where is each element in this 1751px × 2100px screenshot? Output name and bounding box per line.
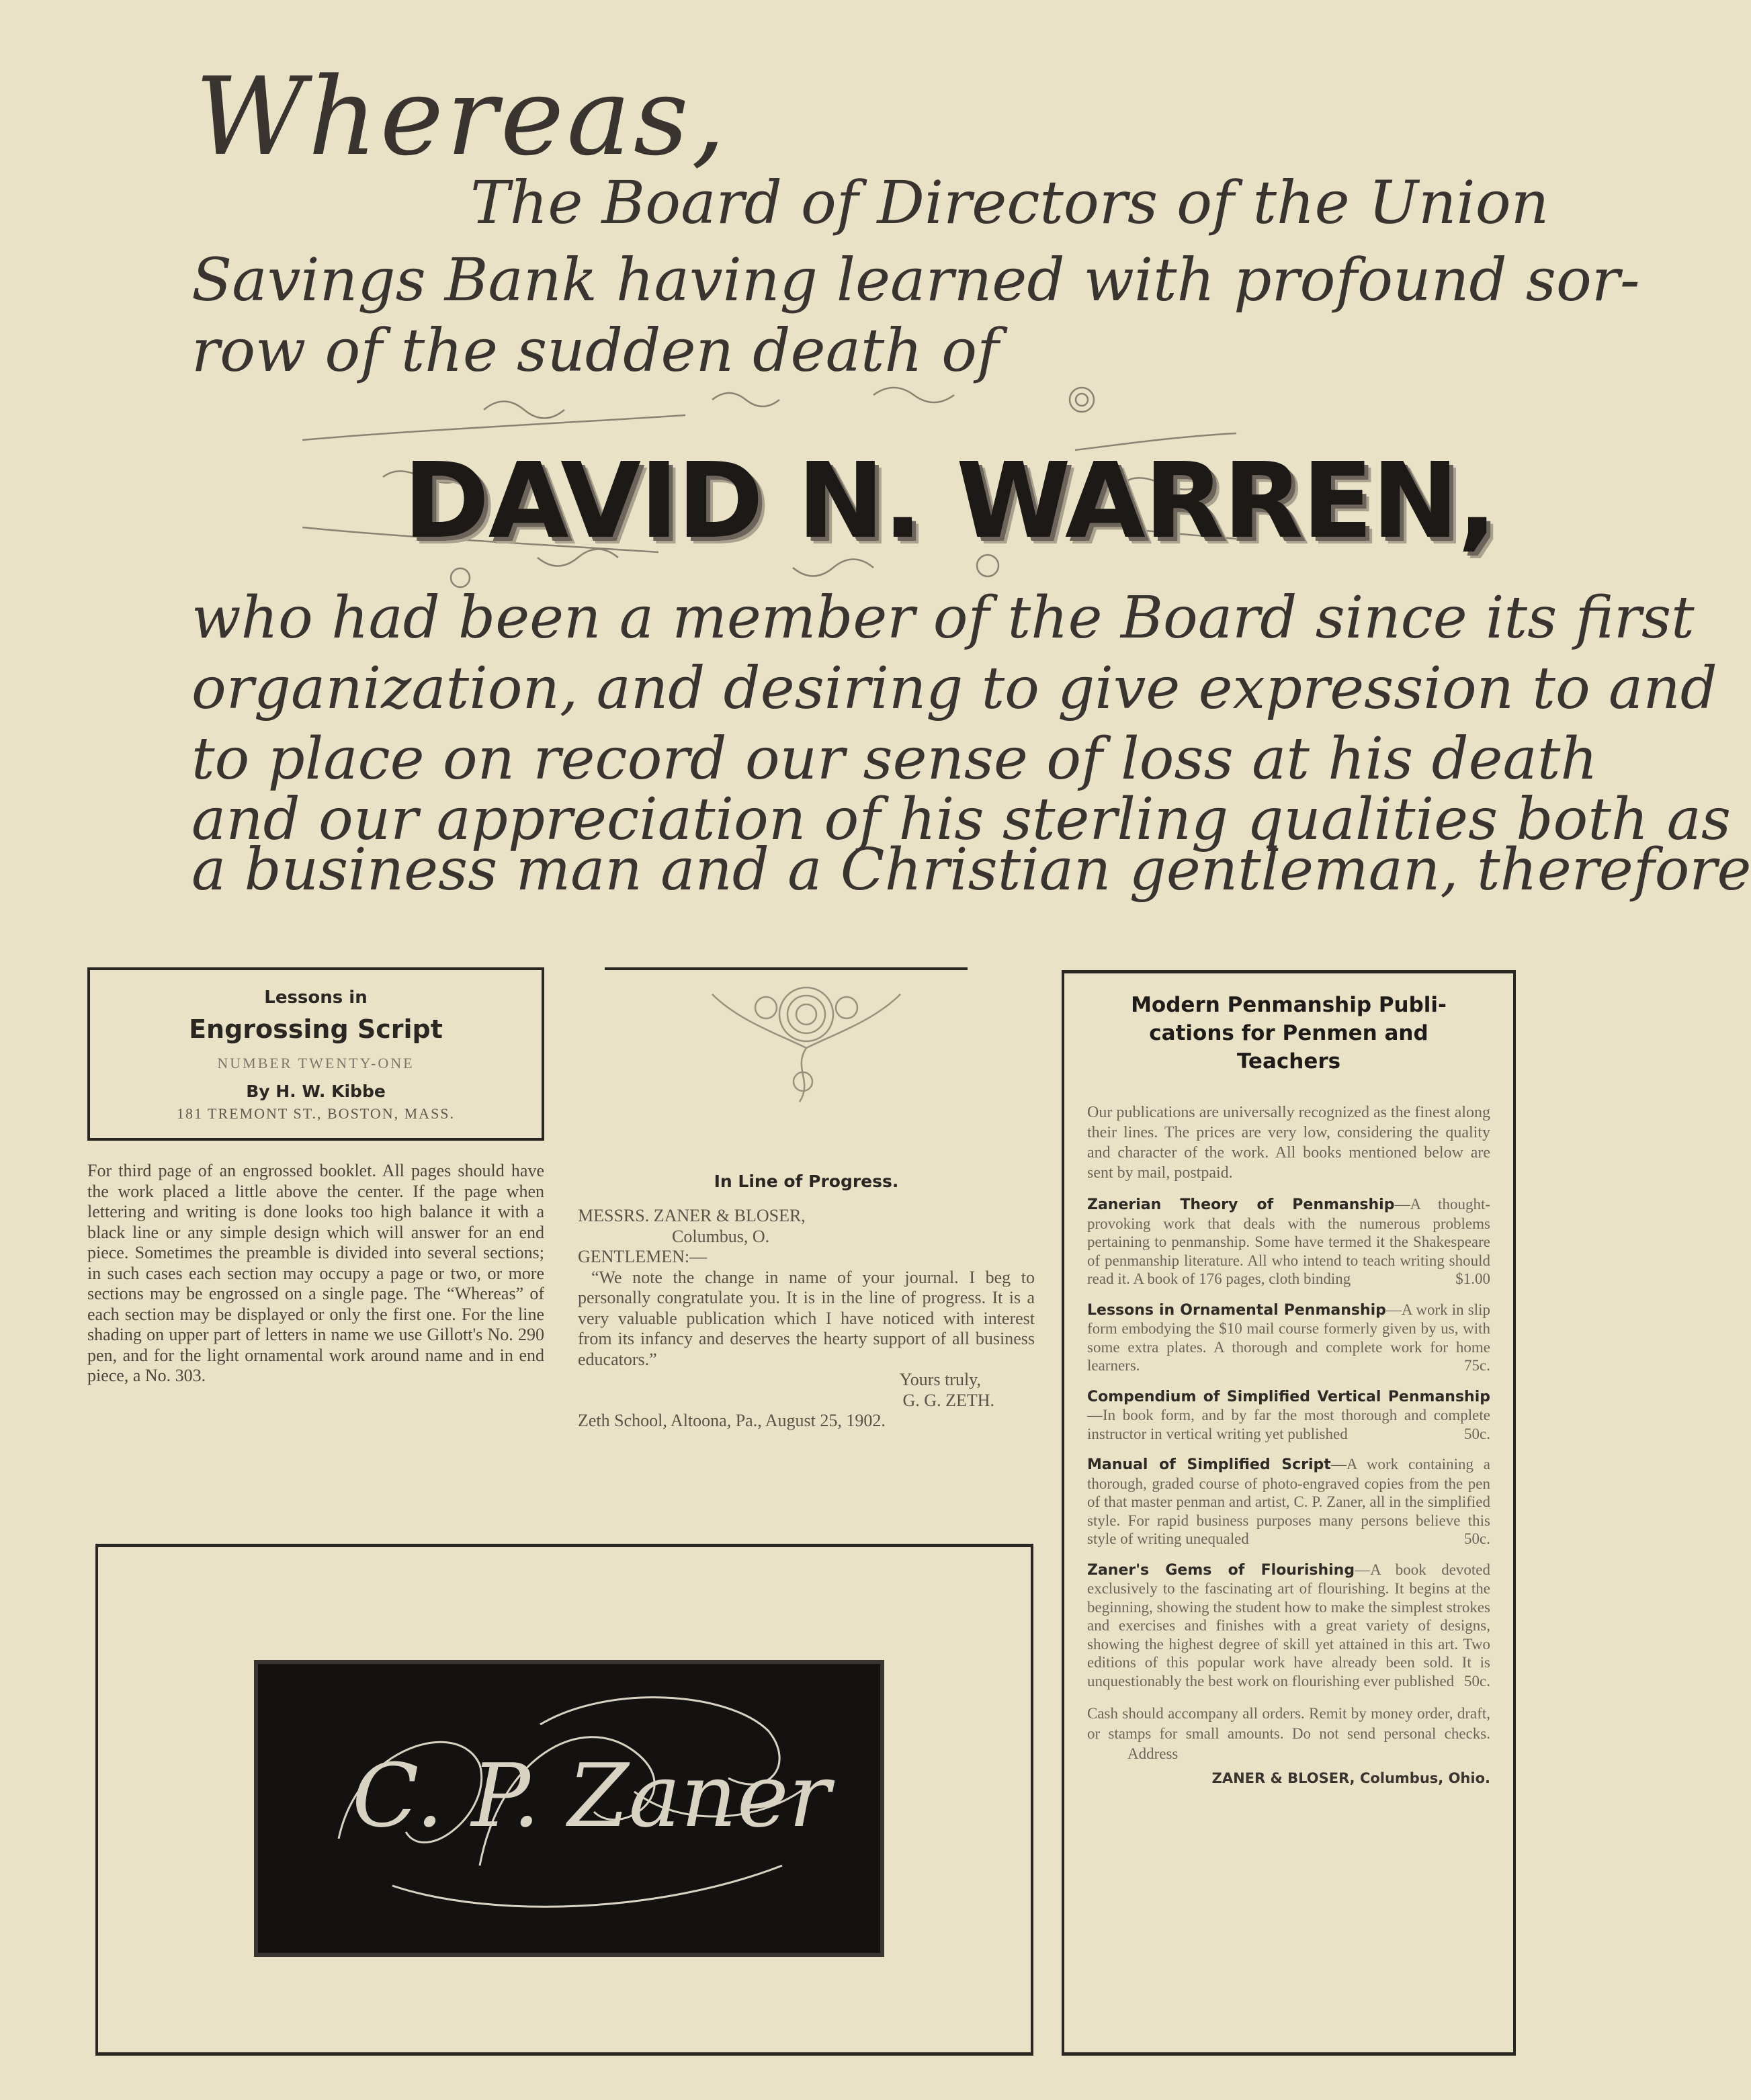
publication-entry <box>1087 1195 1490 1288</box>
resolution-para-line-4: and our appreciation of his sterling qualities both as <box>191 786 1732 853</box>
deceased-name: DAVID N. WARREN, <box>403 440 1496 562</box>
publication-price: 50c. <box>1464 1425 1490 1442</box>
lesson-kicker: Lessons in <box>264 988 368 1008</box>
top-rule <box>605 967 968 970</box>
publications-title-line: Modern Penmanship Publi- <box>1131 993 1447 1017</box>
letter-city: Columbus, O. <box>672 1226 770 1246</box>
publication-price: 50c. <box>1464 1530 1490 1547</box>
publication-entry <box>1087 1301 1490 1375</box>
order-instructions: Cash should accompany all orders. Remit by money order, draft, or stamps for small amounts. Do not send personal checks. <box>1087 1705 1490 1742</box>
letter-salutation: GENTLEMEN:— <box>578 1247 708 1266</box>
publication-price: 75c. <box>1464 1357 1490 1374</box>
publication-name: Lessons in Ornamental Penmanship <box>1087 1301 1386 1319</box>
ornament-end-piece <box>578 974 1035 1108</box>
publications-title-line: cations for Penmen and <box>1149 1021 1428 1045</box>
progress-title: In Line of Progress. <box>714 1172 899 1191</box>
publication-description: —In book form, and by far the most thorough and complete instructor in vertical writing yet published <box>1087 1407 1490 1442</box>
publication-price: $1.00 <box>1455 1270 1490 1287</box>
resolution-line-1: The Board of Directors of the Union <box>470 168 1549 237</box>
publication-entry <box>1087 1561 1490 1691</box>
lesson-column <box>87 967 544 1387</box>
lesson-title: Engrossing Script <box>189 1014 443 1044</box>
publication-description: —A work in slip form embodying the $10 mail course formerly given by us, with some extra plates. A thorough and complete work for home learners. <box>1087 1301 1490 1374</box>
signature-plate <box>254 1660 884 1957</box>
lesson-author-address: 181 TREMONT ST., BOSTON, MASS. <box>176 1105 456 1122</box>
resolution-para-line-3: to place on record our sense of loss at his death <box>191 726 1598 793</box>
letter-closing: Yours truly, <box>899 1370 981 1389</box>
lesson-header-box <box>87 967 544 1141</box>
resolution-line-2: Savings Bank having learned with profound sor- <box>191 245 1640 314</box>
letter-footer: Zeth School, Altoona, Pa., August 25, 1902. <box>578 1411 886 1430</box>
publication-name: Zaner's Gems of Flourishing <box>1087 1561 1355 1579</box>
progress-letter <box>578 1206 1035 1432</box>
letter-addressee: MESSRS. ZANER & BLOSER, <box>578 1206 806 1225</box>
publication-description: —A book devoted exclusively to the fascinating art of flourishing. It begins at the beginning, showing the student how to make the simplest strokes and exercises and finishes with a great variety of designs, showing the highest degree of skill yet attained in this art. Two editions of this popular work have already been sold. It is unquestionably the best work on flourishing ever published <box>1087 1561 1490 1690</box>
resolution-para-line-5: a business man and a Christian gentleman, therefore <box>191 836 1751 904</box>
letter-signature: G. G. ZETH. <box>902 1390 994 1410</box>
publications-title <box>1087 991 1490 1076</box>
address-label: Address <box>1127 1745 1179 1762</box>
resolution-line-3: row of the sudden death of <box>191 316 999 385</box>
publication-name: Manual of Simplified Script <box>1087 1456 1331 1473</box>
publication-description: —A work containing a thorough, graded course of photo-engraved copies from the pen of that master penman and artist, C. P. Zaner, all in the simplified style. For rapid business purposes many persons believe this style of writing unequaled <box>1087 1456 1490 1547</box>
publication-name: Compendium of Simplified Vertical Penmanship <box>1087 1388 1490 1405</box>
whereas-heading: Whereas, <box>195 54 728 179</box>
publication-description: —A thought-provoking work that deals with the numerous problems pertaining to penmanship. Some have termed it the Shakespeare of penmanship literature. All who intend to teach writing should read it. A book of 176 pages, cloth binding <box>1087 1196 1490 1287</box>
lesson-body: For third page of an engrossed booklet. All pages should have the work placed a little above the center. If the page when lettering and writing is done looks too high balance it with a black line or any simple design which will answer for an end piece. Sometimes the preamble is divided into several sections; in such cases each section may occupy a page or two, or more sections may be engrossed on a single page. The “Whereas” of each section may be displayed or only the first one. For the line shading on upper part of letters in name we use Gillott's No. 290 pen, and for the light ornamental work around name and in end piece, a No. 303. <box>87 1161 544 1385</box>
signature-text: C. P. Zaner <box>352 1745 830 1847</box>
publisher-address: ZANER & BLOSER, Columbus, Ohio. <box>1211 1770 1490 1786</box>
publications-title-line: Teachers <box>1236 1049 1341 1074</box>
publication-entry <box>1087 1387 1490 1444</box>
publication-name: Zanerian Theory of Penmanship <box>1087 1196 1395 1213</box>
publications-closing <box>1087 1704 1490 1788</box>
lesson-author: By H. W. Kibbe <box>246 1082 386 1101</box>
signature-frame <box>95 1544 1033 2056</box>
publication-entry <box>1087 1455 1490 1548</box>
publication-price: 50c. <box>1464 1672 1490 1690</box>
resolution-para-line-1: who had been a member of the Board since its first <box>191 584 1695 652</box>
publications-box <box>1062 970 1516 2056</box>
publications-intro: Our publications are universally recognized as the finest along their lines. The prices are very low, considering the quality and character of the work. All books mentioned below are sent by mail, postpaid. <box>1087 1104 1490 1182</box>
resolution-para-line-2: organization, and desiring to give expression to and <box>191 655 1717 722</box>
lesson-number: NUMBER TWENTY-ONE <box>217 1055 415 1071</box>
progress-column <box>578 967 1035 1432</box>
letter-body: “We note the change in name of your journal. I beg to personally congratulate you. It is in the line of progress. It is a very valuable publication which I have noticed with interest from its infancy and deserves the hearty support of all business educators.” <box>578 1267 1035 1369</box>
